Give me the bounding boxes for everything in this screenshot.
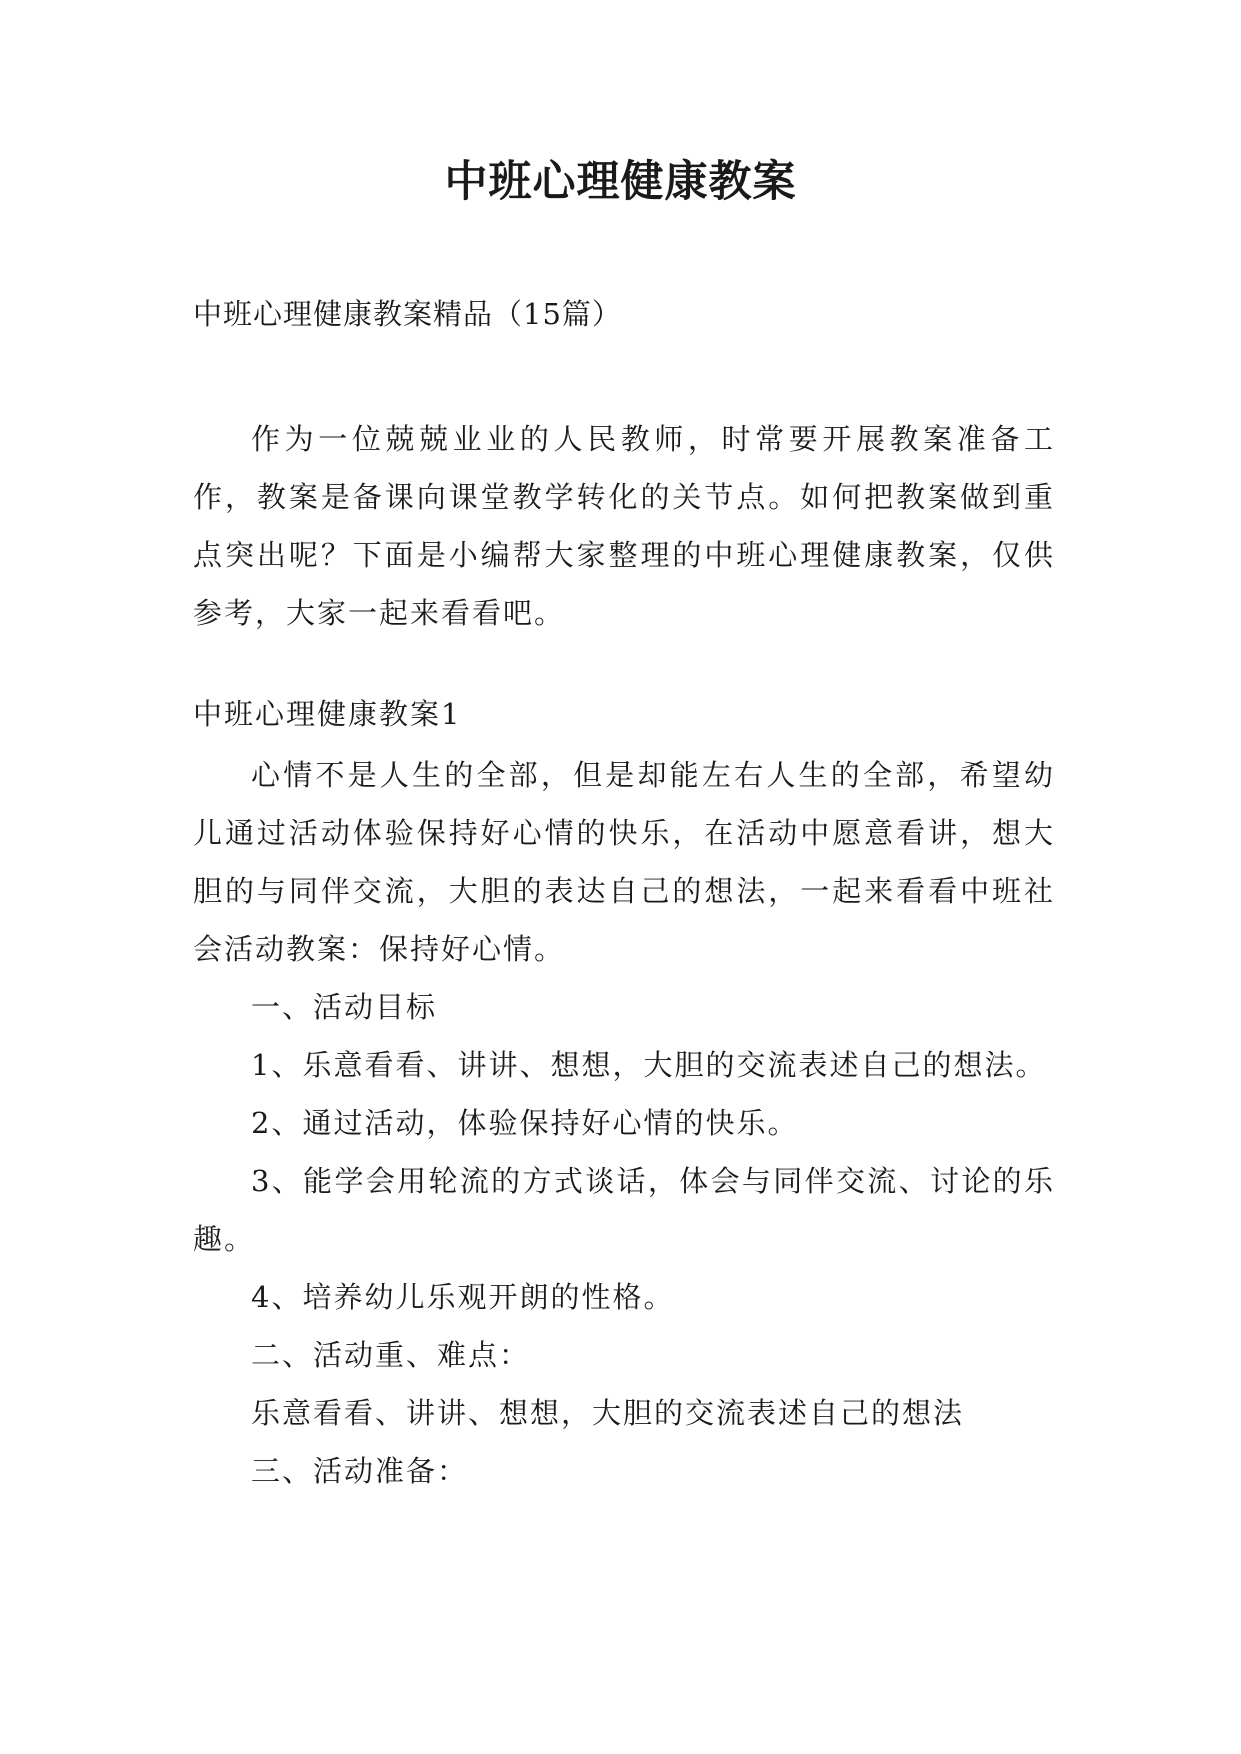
section-intro-paragraph: 心情不是人生的全部，但是却能左右人生的全部，希望幼儿通过活动体验保持好心情的快乐，在活动中愿意看讲，想大胆的与同伴交流，大胆的表达自己的想法，一起来看看中班社会活动教案：保持好心情。	[193, 758, 1055, 966]
goal-item-2: 2、通过活动，体验保持好心情的快乐。	[251, 1106, 799, 1140]
document-body	[193, 410, 1055, 1500]
goal-item-1: 1、乐意看看、讲讲、想想，大胆的交流表述自己的想法。	[251, 1048, 1047, 1082]
intro-paragraph: 作为一位兢兢业业的人民教师，时常要开展教案准备工作，教案是备课向课堂教学转化的关节点。如何把教案做到重点突出呢？下面是小编帮大家整理的中班心理健康教案，仅供参考，大家一起来看看吧。	[193, 422, 1055, 630]
document-subtitle: 中班心理健康教案精品（15篇）	[193, 297, 622, 331]
goals-heading: 一、活动目标	[251, 990, 438, 1024]
goal-item-3: 3、能学会用轮流的方式谈话，体会与同伴交流、讨论的乐趣。	[193, 1164, 1055, 1256]
preparation-heading: 三、活动准备：	[251, 1454, 469, 1488]
goal-item-4: 4、培养幼儿乐观开朗的性格。	[251, 1280, 675, 1314]
section-heading: 中班心理健康教案1	[193, 697, 462, 731]
key-points-text: 乐意看看、讲讲、想想，大胆的交流表述自己的想法	[251, 1396, 965, 1430]
document-title: 中班心理健康教案	[444, 157, 797, 207]
key-points-heading: 二、活动重、难点：	[251, 1338, 531, 1372]
paragraph-gap	[193, 642, 1055, 700]
